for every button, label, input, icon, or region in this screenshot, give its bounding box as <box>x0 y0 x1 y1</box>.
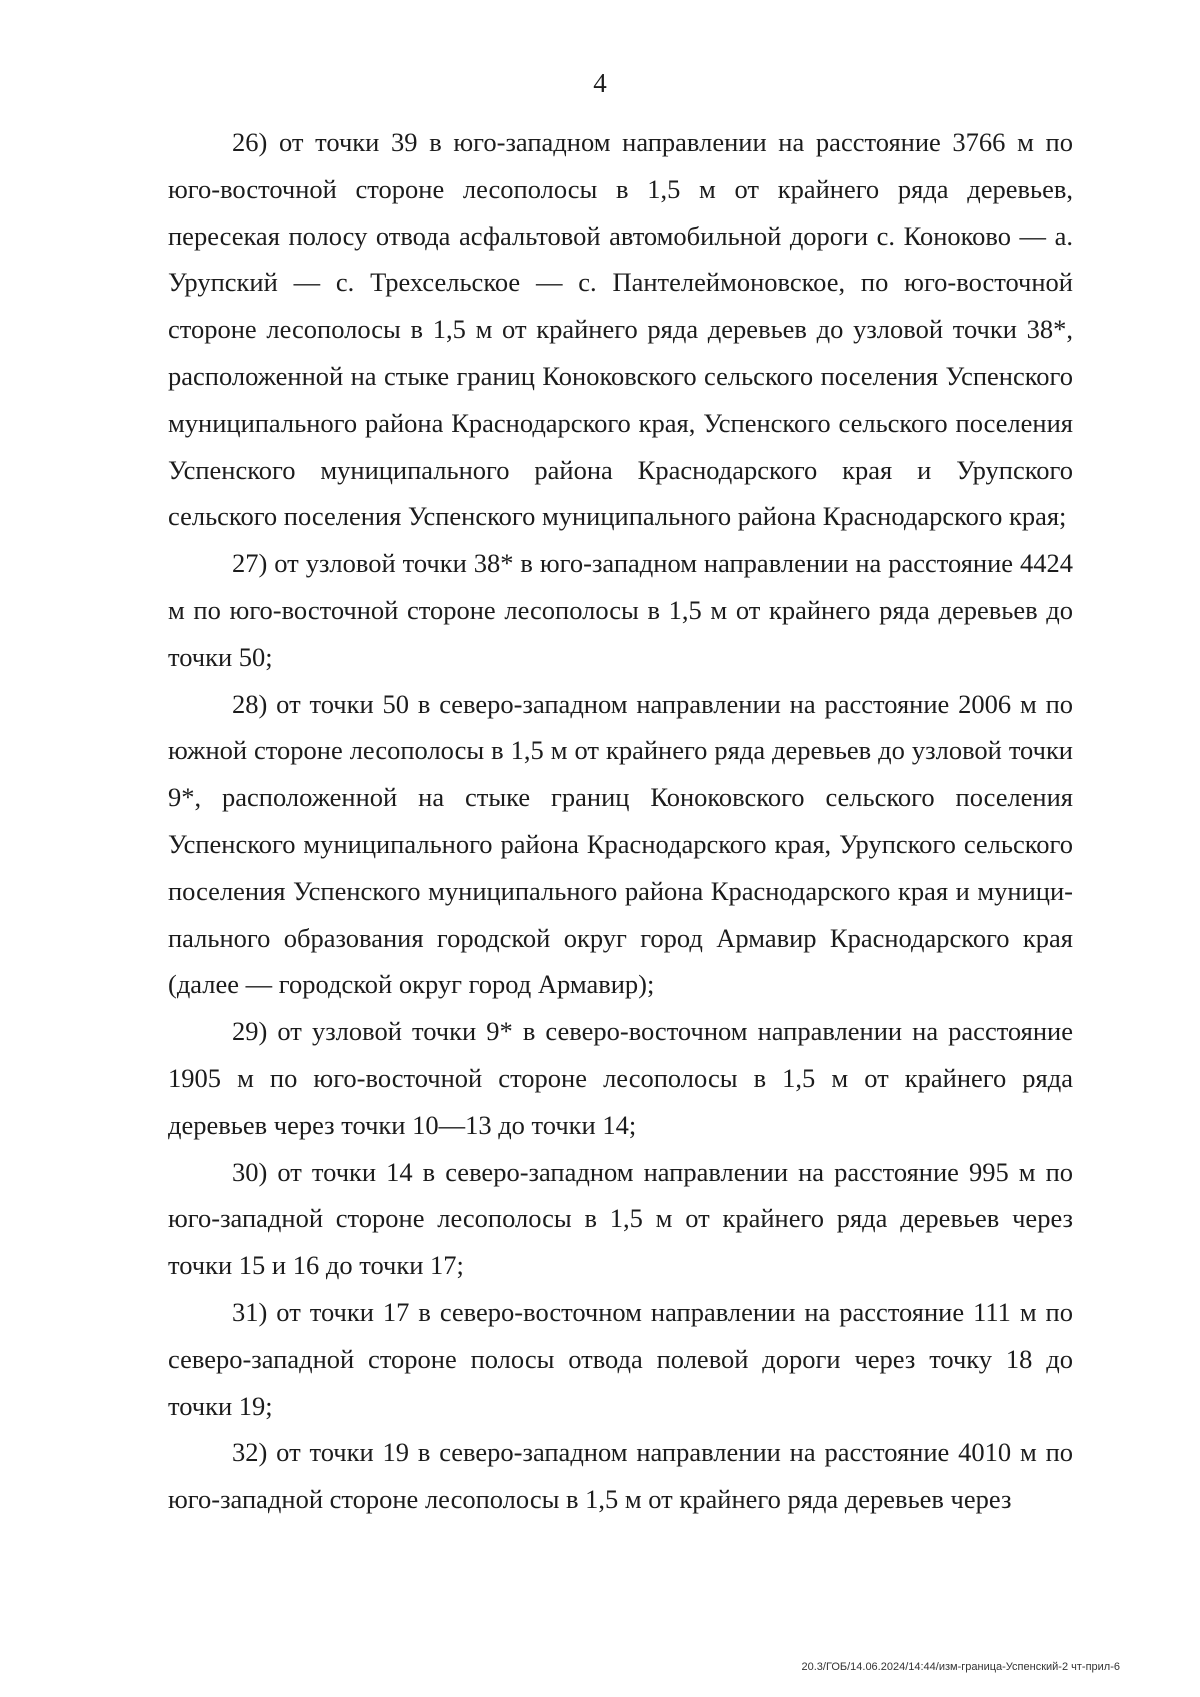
paragraph-29: 29) от узловой точки 9* в северо-восточном направлении на расстояние 1905 м по юго-восточной стороне лесополосы в 1,5 м от крайнего ряда деревьев через точки 10—13 до точки 14; <box>168 1016 1073 1140</box>
paragraph-26: 26) от точки 39 в юго-западном направлении на расстояние 3766 м по юго-восточной стороне лесополосы в 1,5 м от крайнего ряда деревьев, пересекая полосу отвода асфальтовой автомобильной дороги с. Коноково — а. Урупский — с. Трехсельское — с. Пантелеймоновское, по юго-восточной стороне лесополосы в 1,5 м от крайнего ряда деревьев до узловой точки 38*, расположенной на стыке границ Коноковского сельского поселения Успенского муниципального района Краснодарского края, Успенского сельского поселения Успенского муниципального района Краснодарского края и Урупского сельского поселения Успенского муниципального района Краснодарского края; <box>168 127 1073 532</box>
document-body <box>168 119 1073 1523</box>
document-footer-code: 20.3/ГОБ/14.06.2024/14:44/изм-граница-Успенский-2 чт-прил-6 <box>801 1661 1120 1673</box>
paragraph-31: 31) от точки 17 в северо-восточном направлении на расстояние 111 м по северо-западной стороне полосы отвода полевой дороги через точку 18 до точки 19; <box>168 1296 1073 1421</box>
paragraph-32: 32) от точки 19 в северо-западном направлении на расстояние 4010 м по юго-западной стороне лесополосы в 1,5 м от крайнего ряда деревьев через <box>168 1437 1073 1515</box>
page-number: 4 <box>593 68 607 98</box>
paragraph-27: 27) от узловой точки 38* в юго-западном направлении на расстояние 4424 м по юго-восточной стороне лесополосы в 1,5 м от крайнего ряда деревьев до точки 50; <box>168 548 1073 672</box>
paragraph-30: 30) от точки 14 в северо-западном направлении на расстояние 995 м по юго-западной стороне лесополосы в 1,5 м от крайнего ряда деревьев через точки 15 и 16 до точки 17; <box>168 1156 1073 1281</box>
paragraph-28: 28) от точки 50 в северо-западном направлении на расстояние 2006 м по южной стороне лесополосы в 1,5 м от крайнего ряда деревьев до узловой точки 9*, расположенной на стыке границ Коноковского сельского поселения Успенского муниципального района Краснодарского края, Урупского сельского поселения Успенского муниципального района Краснодарского края и муниципального образования городской округ город Армавир Краснодарского края (далее — городской округ город Армавир); <box>168 688 1073 1000</box>
